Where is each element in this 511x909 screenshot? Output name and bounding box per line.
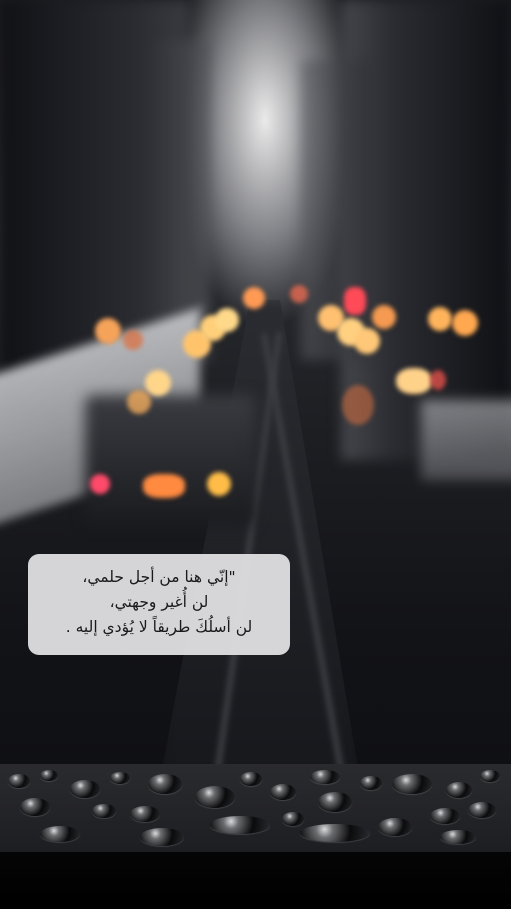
train-light-red xyxy=(90,474,110,494)
water-drop xyxy=(282,812,304,826)
bokeh-light xyxy=(396,368,432,394)
water-drop xyxy=(92,804,116,818)
water-drop xyxy=(270,784,296,800)
water-drop xyxy=(130,806,160,822)
bokeh-light xyxy=(243,287,265,309)
water-drop xyxy=(430,808,460,824)
bokeh-light xyxy=(342,385,374,425)
quote-line-2: لن أُغير وجهتي، xyxy=(109,593,209,611)
water-drop xyxy=(378,818,412,836)
bokeh-light xyxy=(430,370,446,390)
quote-line-3: لن أسلُكَ طريقاً لا يُؤدي إليه . xyxy=(65,618,253,636)
bokeh-light xyxy=(354,328,380,354)
water-drop xyxy=(195,786,235,808)
ledge-surface xyxy=(0,764,511,852)
bokeh-light xyxy=(372,305,396,329)
water-drop xyxy=(8,774,30,788)
water-drop xyxy=(440,830,476,844)
water-drop xyxy=(40,770,58,781)
right-platform xyxy=(421,400,511,480)
water-drop xyxy=(148,774,182,794)
quote-caption xyxy=(28,554,290,655)
train-light-yellow xyxy=(207,472,231,496)
bokeh-light xyxy=(452,310,478,336)
water-drop xyxy=(480,770,500,782)
bokeh-light xyxy=(145,370,171,396)
water-drop xyxy=(210,816,270,834)
train xyxy=(85,395,255,525)
bokeh-light xyxy=(428,307,452,331)
train-light-orange xyxy=(143,474,185,498)
bokeh-light xyxy=(344,287,366,315)
water-drop xyxy=(360,776,382,790)
bokeh-light xyxy=(290,285,308,303)
water-drop xyxy=(40,826,80,842)
water-drop xyxy=(20,798,50,816)
water-drop xyxy=(392,774,432,794)
water-drop xyxy=(140,828,184,846)
water-drop xyxy=(468,802,496,818)
water-drop xyxy=(240,772,262,786)
water-drop xyxy=(310,770,340,784)
water-drop xyxy=(300,824,370,842)
bokeh-light xyxy=(215,308,239,332)
water-drop xyxy=(110,772,130,784)
wet-ledge xyxy=(0,764,511,909)
bokeh-light xyxy=(127,390,151,414)
water-drop xyxy=(70,780,100,798)
water-drop xyxy=(446,782,472,798)
bokeh-light xyxy=(95,318,121,344)
water-drop xyxy=(318,792,352,812)
bokeh-light xyxy=(123,330,143,350)
quote-line-1: "إنّي هنا من أجل حلمي، xyxy=(82,568,236,586)
